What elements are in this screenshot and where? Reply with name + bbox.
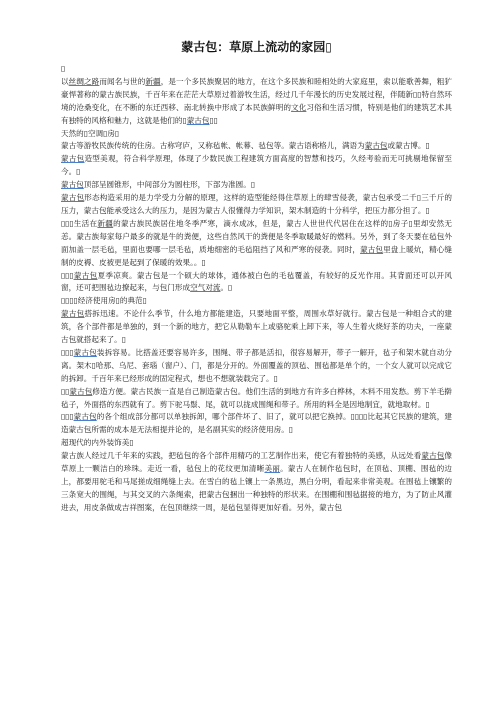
paragraph: ▯▯▯蒙古包的各个组成部分都可以单独拆卸，哪个部件坏了、旧了，就可以把它换掉。▯▯▯▯比起其它民族的建筑，建造蒙古包所需的成本是无法相提并论的，是名副其实的经济使用房。▯: [61, 412, 452, 435]
paragraph: 蒙古包顶部呈圆锥形，中间部分为圆柱形，下部为准圆。▯: [61, 180, 256, 190]
paragraph: 蒙古包搭拆迅速。不论什么季节，什么地方都能建造，只要地面平整，周围水草好就行。蒙古包是一种组合式的建筑，各个部件都是单独的，到一个新的地方，把它从勒勒车上或骆驼乘上卸下来，等人生着火烧好茶的功夫，一座蒙古包就搭起来了。▯: [61, 309, 453, 345]
paragraph: ▯▯▯生活在新疆的蒙古族民族居住地冬季严寒，滴水成冰，但是，蒙古人世世代代居住在这样的▯房子▯里却安然无恙。蒙古族每家每户最多的就是牛的粪便，这些自然风干的粪便是冬季取暖最好的燃料。另外，到了冬天要在毡包外面加盖一层毛毡，里面也要哪一层毛毡，质地细密的毛毡阻挡了风和严寒的侵袭。同时，蒙古包里盘上暖炕，精心缝制的皮褥、皮被更是起到了保暖的效果。。▯: [61, 218, 453, 267]
paragraph: 蒙古包形态构造采用的是力学受力分解的原理，这样的造型能经得住草原上的肆雪侵袭，蒙古包承受二千▯三千斤的压力，蒙古包能承受这么大的压力，是因为蒙古人很懂得力学知识，架木制造的十分科学，把压力都分担了。▯: [61, 193, 452, 215]
paragraph: ▯▯▯蒙古包夏季凉爽。蒙古包是一个硕大的球体，通体被白色的毛毡覆盖，有较好的反光作用。其背面还可以开风窗，还可把围毡边撩起来，与包门形成空气对流。▯: [61, 270, 453, 293]
section-heading: ▯▯▯▯经济使用房▯的典范▯: [61, 296, 147, 306]
paragraph: ▯: [61, 64, 66, 73]
paragraph: ▯▯蒙古包修造方便。蒙古民族一直是自己制造蒙古包。他们生活的到地方有许多白桦林，木料不用发愁。剪下羊毛擀毡子，外面搭的东西就有了。剪下驼马鬃、尾，就可以拢成围绳和带子。所用的料全是因地制宜，就地取材。▯: [61, 386, 453, 409]
section-heading: 超现代的内外装饰美▯: [61, 438, 134, 448]
paragraph: 蒙古等游牧民族传统的住房。古称穹庐，又称毡帐、帐幕、毡包等。蒙古语称格儿，满语为蒙古包或蒙古博。▯: [61, 141, 430, 151]
paragraph: 以丝绸之路而闻名与世的新疆，是一个多民族聚居的地方，在这个多民族和睦相处的大家庭里，索以能歌善舞，粗犷豪悍著称的蒙古族民族，千百年来在茫茫大草原过着游牧生活，经过几千年漫长的历史发展过程，伴随新▯▯特自然环境的沧桑变化，在不断的东迁西移、南北转换中形成了本民族鲜明的文化习俗和生活习惯，特别是他们的建筑艺术具有独特的风格和魅力，这就是他们的▯蒙古包▯▯: [61, 76, 453, 125]
paragraph: ▯▯▯蒙古包装拆容易。比搭盖还要容易许多，围绳、带子都是活扣，很容易解开，带子一解开，毡子和架木就自动分离。架木▯哈那、乌尼、套瑙（窗户）、门，都是分开的。外面覆盖的顶毡、围毡都是单个的，一个女人就可以完成它的拆卸。千百年来已经形成的固定程式，想也不想就装载完了。▯: [61, 347, 453, 383]
paragraph: 蒙古族人经过几千年来的实践，把毡包的各个部件用精巧的工艺制作出来，使它有着独特的美感，从远处看蒙古包像草原上一颗洁白的珍珠。走近一看，毡包上的花纹更加清晰美丽。蒙古人在制作毡包时，在顶毡、顶棚、围毡的边上，都要用驼毛和马尾搓成细绳缝上去。在雪白的毡上镶上一条黑边，黑白分明，看起来非常美观。在围毡上镶繁的三条宽大的围绳，与其交叉的六条绳索，把蒙古包捆出一种独特的形状来。在围棚和围毡据接的地方，为了防止风灌进去，用皮条做成吉祥图案，在包顶继续一周，是毡包显得更加好看。另外，蒙古包: [61, 451, 453, 512]
section-heading: 天然的▯空调▯房▯: [61, 128, 120, 138]
document-title: 蒙古包：草原上流动的家园▯: [181, 40, 332, 54]
paragraph: 蒙古包造型美观，符合科学原理，体现了少数民族工程建筑方面高度的智慧和技巧，久经考验而无可挑剔地保留至今。▯: [61, 154, 453, 177]
document-body: [61, 63, 452, 515]
